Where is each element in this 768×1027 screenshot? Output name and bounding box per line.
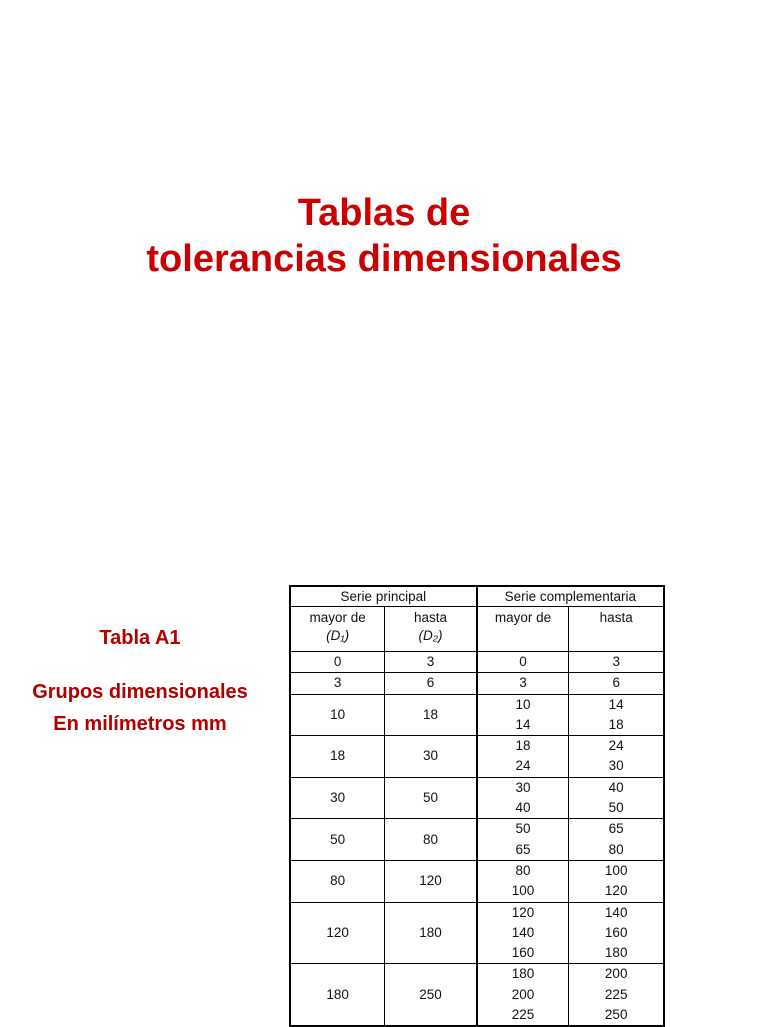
cell-principal-from: 3 — [290, 673, 385, 694]
cell-comp-from — [477, 694, 569, 736]
table-row — [290, 964, 664, 1026]
header-principal-from-label: mayor de — [309, 610, 366, 625]
cell-comp-from-value: 225 — [511, 1007, 535, 1023]
table-row — [290, 819, 664, 861]
table-caption — [10, 622, 270, 740]
slide-title-line-2: tolerancias dimensionales — [146, 238, 622, 280]
cell-comp-from-value: 180 — [511, 966, 535, 982]
cell-comp-to — [569, 902, 664, 964]
cell-comp-from-value: 10 — [515, 696, 531, 712]
cell-principal-from: 50 — [290, 819, 385, 861]
cell-principal-to: 18 — [385, 694, 477, 736]
cell-comp-from-value: 120 — [511, 904, 535, 920]
cell-comp-to-value: 140 — [604, 904, 628, 920]
table-caption-line-2: En milímetros mm — [53, 713, 227, 735]
table-row — [290, 736, 664, 778]
cell-principal-from: 18 — [290, 736, 385, 778]
cell-principal-from: 30 — [290, 777, 385, 819]
cell-principal-to: 30 — [385, 736, 477, 778]
cell-comp-from — [477, 819, 569, 861]
cell-comp-to-value: 120 — [604, 883, 628, 899]
cell-comp-to-value: 225 — [604, 986, 628, 1002]
caption-spacer — [10, 654, 270, 676]
cell-comp-from-value: 14 — [515, 716, 531, 732]
cell-principal-to: 180 — [385, 902, 477, 964]
cell-comp-from — [477, 902, 569, 964]
cell-comp-from-value: 200 — [511, 986, 535, 1002]
cell-comp-to-value: 65 — [608, 821, 624, 837]
cell-comp-from-value: 80 — [515, 862, 531, 878]
cell-principal-from: 120 — [290, 902, 385, 964]
table-caption-line-1: Grupos dimensionales — [32, 681, 248, 703]
cell-comp-to-value: 6 — [612, 675, 620, 691]
cell-comp-to-value: 50 — [608, 800, 624, 816]
cell-comp-from-value: 24 — [515, 758, 531, 774]
cell-comp-from — [477, 860, 569, 902]
cell-principal-from: 10 — [290, 694, 385, 736]
table-row — [290, 902, 664, 964]
cell-principal-to: 50 — [385, 777, 477, 819]
header-comp-to: hasta — [569, 607, 664, 652]
cell-comp-to-value: 80 — [608, 841, 624, 857]
header-principal-from-symbol: (D₁) — [326, 628, 350, 643]
cell-comp-to — [569, 860, 664, 902]
cell-principal-from: 80 — [290, 860, 385, 902]
cell-principal-to: 3 — [385, 652, 477, 673]
dimensional-groups-table — [289, 585, 665, 1027]
table-row — [290, 652, 664, 673]
table-caption-name: Tabla A1 — [99, 627, 181, 649]
header-comp-from: mayor de — [477, 607, 569, 652]
cell-principal-to: 250 — [385, 964, 477, 1026]
cell-comp-to — [569, 964, 664, 1026]
table-row — [290, 777, 664, 819]
cell-comp-from-value: 160 — [511, 945, 535, 961]
slide-title — [0, 190, 768, 282]
cell-principal-from: 180 — [290, 964, 385, 1026]
cell-comp-from-value: 65 — [515, 841, 531, 857]
table-row — [290, 673, 664, 694]
cell-comp-to-value: 180 — [604, 945, 628, 961]
cell-comp-from-value: 40 — [515, 800, 531, 816]
cell-comp-from — [477, 964, 569, 1026]
cell-comp-to-value: 250 — [604, 1007, 628, 1023]
cell-comp-to — [569, 694, 664, 736]
cell-comp-from-value: 0 — [519, 654, 527, 669]
table-row — [290, 694, 664, 736]
cell-comp-from-value: 18 — [515, 738, 531, 754]
header-principal-from — [290, 607, 385, 652]
table-body — [290, 652, 664, 1027]
cell-principal-to: 6 — [385, 673, 477, 694]
header-serie-complementaria: Serie complementaria — [477, 586, 664, 607]
cell-comp-from-value: 140 — [511, 924, 535, 940]
cell-comp-from-value: 50 — [515, 821, 531, 837]
cell-comp-to-value: 18 — [608, 716, 624, 732]
cell-comp-to — [569, 819, 664, 861]
cell-comp-from — [477, 736, 569, 778]
cell-comp-to — [569, 652, 664, 673]
cell-comp-from — [477, 673, 569, 694]
cell-comp-to — [569, 736, 664, 778]
cell-comp-to-value: 100 — [604, 862, 628, 878]
header-principal-to-label: hasta — [413, 610, 447, 625]
table-row — [290, 860, 664, 902]
cell-comp-to-value: 200 — [604, 966, 628, 982]
cell-principal-to: 120 — [385, 860, 477, 902]
header-principal-to-symbol: (D₂) — [418, 628, 443, 643]
header-serie-principal: Serie principal — [290, 586, 477, 607]
cell-comp-to-value: 24 — [608, 738, 624, 754]
header-principal-to — [385, 607, 477, 652]
table-header-row-columns — [290, 607, 664, 652]
cell-comp-from-value: 3 — [519, 675, 527, 691]
cell-principal-to: 80 — [385, 819, 477, 861]
cell-comp-to-value: 160 — [604, 924, 628, 940]
cell-comp-from-value: 30 — [515, 779, 531, 795]
cell-comp-to-value: 3 — [612, 654, 620, 669]
slide-title-line-1: Tablas de — [297, 192, 471, 234]
cell-comp-from — [477, 777, 569, 819]
table-header-row-groups — [290, 586, 664, 607]
cell-comp-to-value: 30 — [608, 758, 624, 774]
cell-comp-to-value: 14 — [608, 696, 624, 712]
cell-comp-to — [569, 777, 664, 819]
cell-comp-to-value: 40 — [608, 779, 624, 795]
cell-comp-to — [569, 673, 664, 694]
cell-principal-from: 0 — [290, 652, 385, 673]
cell-comp-from — [477, 652, 569, 673]
cell-comp-from-value: 100 — [511, 883, 535, 899]
